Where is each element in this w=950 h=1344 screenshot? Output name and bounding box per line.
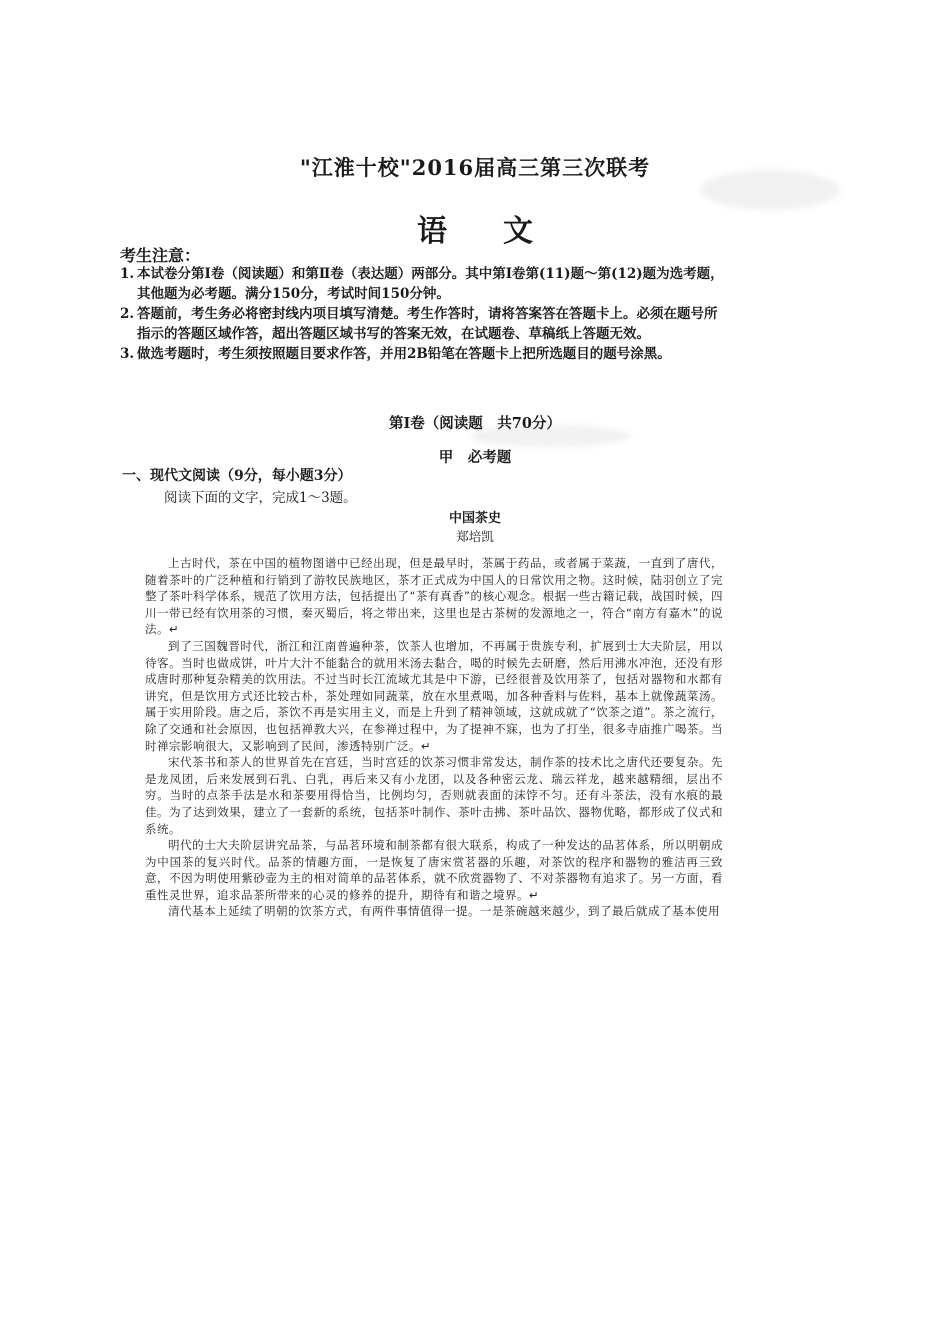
- question-heading: 一、现代文阅读（9分，每小题3分）: [122, 468, 352, 484]
- notice-item: [120, 264, 760, 304]
- section-subtitle: 甲 必考题: [438, 449, 512, 466]
- essay-paragraph: 上古时代，茶在中国的植物图谱中已经出现，但是最早时，茶属于药品，或者属于菜蔬，一直到了唐代，随着茶叶的广泛种植和行销到了游牧民族地区，茶才正式成为中国人的日常饮用之物。这时候，陆羽创立了完整了茶叶科学体系，规范了饮用方法，包括提出了“茶有真香”的核心观念。根据一些古籍记载，战国时候，四川一带已经有饮用茶的习惯，秦灭蜀后，将之带出来，这里也是古茶树的发源地之一，符合“南方有嘉木”的说法。↵: [145, 556, 723, 637]
- essay-paragraph: 到了三国魏晋时代，浙江和江南普遍种茶，饮茶人也增加，不再属于贵族专利，扩展到士大夫阶层，用以待客。当时也做成饼，叶片大汁不能黏合的就用米汤去黏合，喝的时候先去研磨，然后用沸水冲泡，还没有形成唐时那种复杂精美的饮用法。不过当时长江流域尤其是中下游，已经很普及饮用茶了，包括对器物和水都有讲究，但是饮用方式还比较古朴，茶处理如同蔬菜，放在水里煮喝，加各种香料与佐料，基本上就像蔬菜汤。属于实用阶段。唐之后，茶饮不再是实用主义，而是上升到了精神领域，这就成就了“饮茶之道”。茶之流行，除了交通和社会原因，也包括禅教大兴，在参禅过程中，为了提神不寐，也为了打坐，很多寺庙推广喝茶。当时禅宗影响很大，又影响到了民间，渗透特别广泛。↵: [145, 638, 723, 753]
- exam-title: "江淮十校"2016届高三第三次联考: [299, 155, 651, 180]
- essay-paragraph: 明代的士大夫阶层讲究品茶，与品茗环境和制茶都有很大联系，构成了一种发达的品茗体系，所以明朝成为中国茶的复兴时代。品茶的情趣方面，一是恢复了唐宋赏茗器的乐趣，对茶饮的程序和器物的雅洁再三致意，不因为明使用紫砂壶为主的相对简单的品茗体系，就不欣赏器物了、不对茶器物有追求了。另一方面，看重性灵世界，追求品茶所带来的心灵的修养的提升，期待有和谐之境界。↵: [145, 838, 723, 902]
- essay-title: 中国茶史: [448, 511, 501, 526]
- essay-body: [145, 555, 723, 920]
- notice-item-text: 指示的答题区域作答，超出答题区域书写的答案无效，在试题卷、草稿纸上答题无效。: [137, 326, 650, 342]
- notice-item-text: 做选考题时，考生须按照题目要求作答，并用2B铅笔在答题卡上把所选题目的题号涂黑。: [137, 346, 671, 362]
- subject-title: 语文: [417, 214, 589, 249]
- notice-list: [120, 264, 760, 364]
- notice-item-number: 3.: [120, 346, 135, 362]
- essay-author: 郑培凯: [456, 529, 494, 544]
- essay-paragraph: 宋代茶书和茶人的世界首先在宫廷，当时宫廷的饮茶习惯非常发达，制作茶的技术比之唐代还要复杂。先是龙凤团，后来发展到石乳、白乳，再后来又有小龙团，以及各种密云龙、瑞云祥龙，越来越精细，层出不穷。当时的点茶手法是水和茶要用得恰当，比例均匀，否则就表面的沫饽不匀。还有斗茶法，没有水痕的最佳。为了达到效果，建立了一套新的系统，包括茶叶制作、茶叶击拂、茶叶品饮、器物优略，都形成了仪式和系统。: [145, 755, 723, 836]
- question-instruction: 阅读下面的文字，完成1～3题。: [164, 490, 357, 506]
- notice-item: [120, 344, 760, 364]
- notice-item-number: 2.: [120, 306, 135, 322]
- notice-item: [120, 304, 760, 344]
- notice-item-number: 1.: [120, 266, 135, 282]
- notice-heading: 考生注意：: [120, 246, 201, 265]
- notice-item-text: 本试卷分第Ⅰ卷（阅读题）和第Ⅱ卷（表达题）两部分。其中第Ⅰ卷第(11)题～第(12)题为选考题，: [137, 266, 724, 282]
- essay-paragraph: 清代基本上延续了明朝的饮茶方式，有两件事情值得一提。一是茶碗越来越少，到了最后就成了基本使用: [168, 904, 720, 919]
- section-title: 第Ⅰ卷（阅读题 共70分）: [389, 415, 561, 432]
- notice-item-text: 其他题为必考题。满分150分，考试时间150分钟。: [137, 286, 450, 302]
- notice-item-text: 答题前，考生务必将密封线内项目填写清楚。考生作答时，请将答案答在答题卡上。必须在题号所: [137, 306, 718, 322]
